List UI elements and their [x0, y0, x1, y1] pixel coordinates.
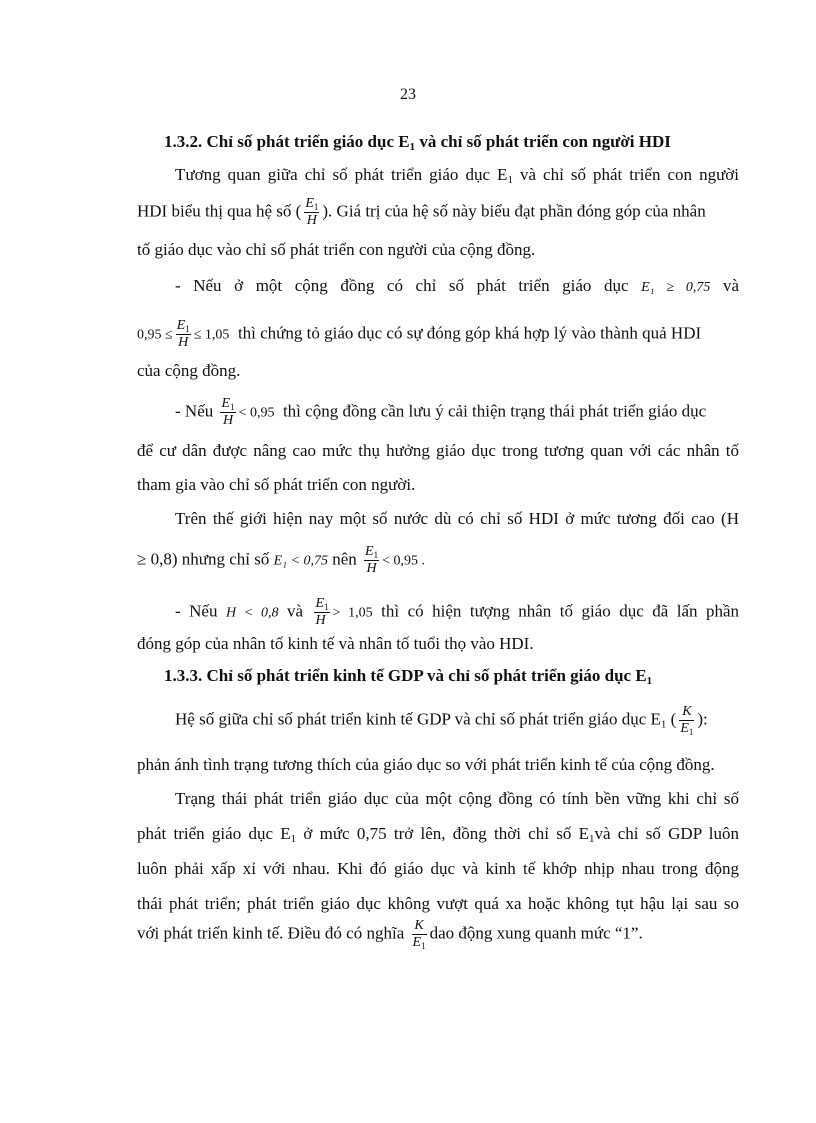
paragraph-line: Trạng thái phát triển giáo dục của một cộng đồng có tính bền vững khi chỉ số	[175, 789, 739, 808]
fraction-e1-over-h: $\frac{E_1}{H}$	[221, 396, 235, 428]
fraction-k-over-e1: $\frac{K}{E_1}$	[680, 704, 694, 737]
paragraph-line: phản ánh tình trạng tương thích của giáo dục so với phát triển kinh tế của cộng đồng.	[137, 755, 715, 774]
paragraph-line: ≥ 0,8) nhưng chỉ số E₁ < 0,75 nên $\frac{E_1}{H}$ < 0,95 .	[137, 544, 425, 576]
paragraph-line: với phát triển kinh tế. Điều đó có nghĩa $\frac{K}{E_1}$ dao động xung quanh mức “1”.	[137, 918, 643, 951]
paragraph-line: - Nếu $\frac{E_1}{H}$ < 0,95 thì cộng đồng cần lưu ý cải thiện trạng thái phát triển giáo dục	[175, 396, 707, 428]
paragraph-line: tham gia vào chỉ số phát triển con người.	[137, 475, 416, 494]
paragraph-line: tố giáo dục vào chỉ số phát triển con người của cộng đồng.	[137, 240, 536, 259]
paragraph-line: đóng góp của nhân tố kinh tế và nhân tố tuổi thọ vào HDI.	[137, 634, 534, 653]
paragraph-line: để cư dân được nâng cao mức thụ hưởng giáo dục trong tương quan với các nhân tố	[137, 441, 739, 460]
paragraph-line: của cộng đồng.	[137, 361, 241, 380]
fraction-e1-over-h: $\frac{E_1}{H}$	[315, 596, 329, 628]
paragraph-line: - Nếu H < 0,8 và $\frac{E_1}{H}$ > 1,05 thì có hiện tượng nhân tố giáo dục đã lấn phần	[175, 596, 740, 628]
paragraph-line: luôn phải xấp xỉ với nhau. Khi đó giáo dục và kinh tế khớp nhịp nhau trong động	[137, 859, 739, 878]
fraction-k-over-e1: $\frac{K}{E_1}$	[412, 918, 426, 951]
fraction-e1-over-h: $\frac{E_1}{H}$	[176, 318, 190, 350]
paragraph-line: - Nếu ở một cộng đồng có chỉ số phát triển giáo dục E₁ ≥ 0,75 và	[175, 276, 740, 295]
paragraph-line: Tương quan giữa chỉ số phát triển giáo dục $E_1$ và chỉ số phát triển con người	[175, 165, 739, 186]
paragraph-line: Hệ số giữa chỉ số phát triển kinh tế GDP và chỉ số phát triển giáo dục $E_1$ ( $\frac{K}{E_1}$ ):	[175, 704, 708, 737]
paragraph-line: HDI biểu thị qua hệ số ( $\frac{E_1}{H}$ ). Giá trị của hệ số này biểu đạt phần đóng góp của nhân	[137, 196, 706, 228]
fraction-e1-over-h: $\frac{E_1}{H}$	[365, 544, 379, 576]
section-heading-1-3-2: 1.3.2. Chỉ số phát triển giáo dục $E_1$ và chỉ số phát triển con người HDI	[164, 132, 671, 153]
fraction-e1-over-h: $\frac{E_1}{H}$	[305, 196, 319, 228]
page-number: 23	[400, 86, 416, 103]
section-heading-1-3-3: 1.3.3. Chỉ số phát triển kinh tế GDP và chỉ số phát triển giáo dục $E_1$	[164, 666, 653, 687]
paragraph-line: 0,95 ≤ $\frac{E_1}{H}$ ≤ 1,05 thì chứng tỏ giáo dục có sự đóng góp khá hợp lý vào thành quả HDI	[137, 318, 702, 350]
paragraph-line: thái phát triển; phát triển giáo dục không vượt quá xa hoặc không tụt hậu lại sau so	[137, 894, 739, 913]
paragraph-line: Trên thế giới hiện nay một số nước dù có chỉ số HDI ở mức tương đối cao (H	[175, 509, 739, 528]
paragraph-line: phát triển giáo dục $E_1$ ở mức 0,75 trở lên, đồng thời chỉ số $E_1và$ chỉ số GDP luôn	[137, 824, 739, 845]
